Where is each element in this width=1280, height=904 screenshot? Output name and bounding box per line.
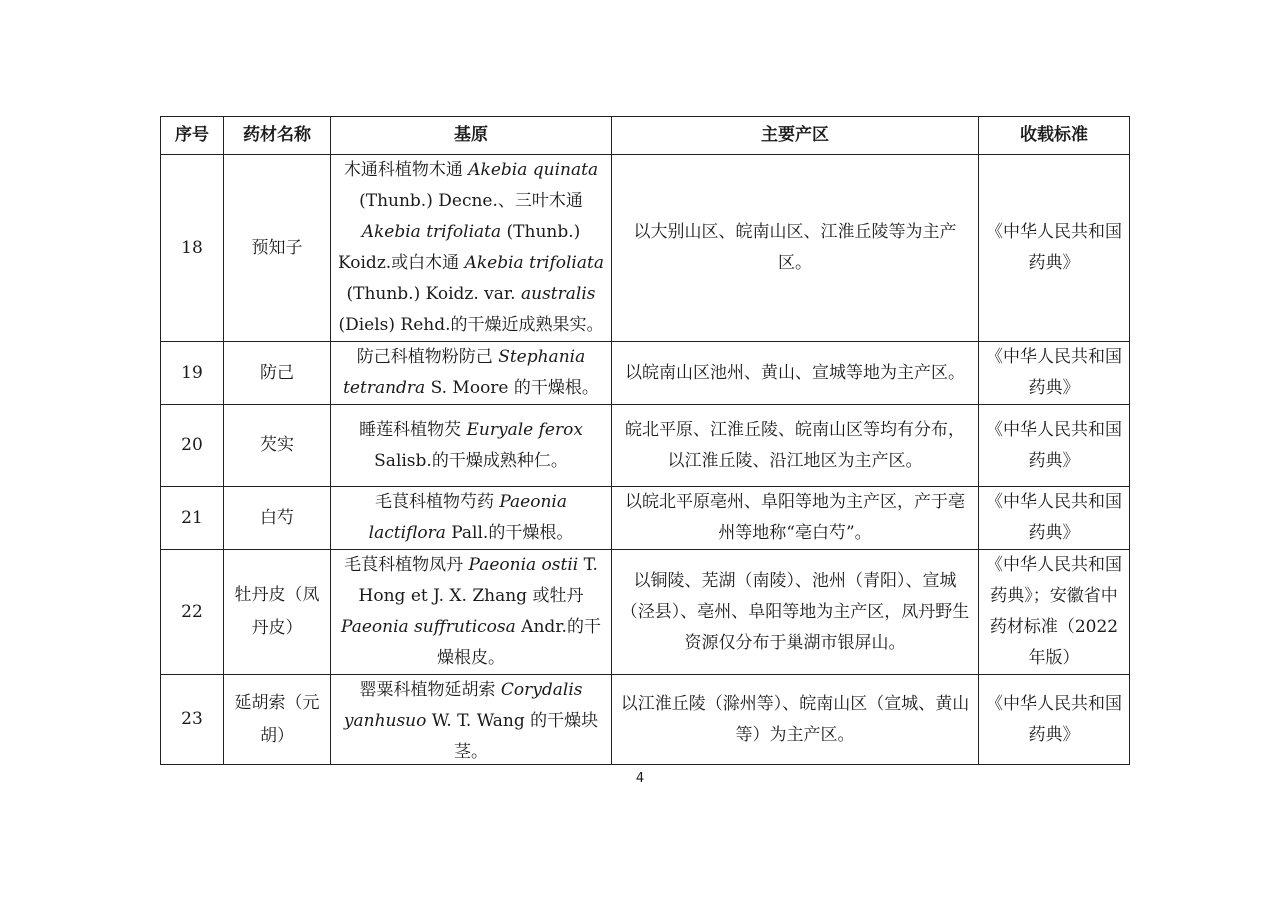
origin-text: T. Hong et J. X. Zhang 或牡丹: [358, 555, 598, 606]
origin-text: (Diels) Rehd.的干燥近成熟果实。: [338, 315, 604, 335]
production-area: 以皖北平原亳州、阜阳等地为主产区，产于亳州等地称“亳白芍”。: [612, 487, 979, 550]
table-row: [161, 550, 1130, 675]
latin-name: Stephania tetrandra: [343, 347, 586, 398]
herb-name: 防己: [224, 342, 331, 405]
origin-text: (Thunb.) Koidz. var.: [346, 284, 521, 304]
header-cell: 序号: [161, 117, 224, 155]
standard-cell: 《中华人民共和国药典》；安徽省中药材标准（2022 年版）: [979, 550, 1130, 675]
origin-text: Salisb.的干燥成熟种仁。: [374, 450, 568, 471]
production-area: 皖北平原、江淮丘陵、皖南山区等均有分布，以江淮丘陵、沿江地区为主产区。: [612, 405, 979, 487]
origin-text: 毛茛科植物凤丹: [344, 555, 469, 575]
origin-cell: [331, 155, 612, 342]
page-number: 4: [635, 771, 645, 786]
origin-cell: [331, 342, 612, 405]
table-row: [161, 342, 1130, 405]
herb-name: 白芍: [224, 487, 331, 550]
latin-name: Akebia trifoliata: [464, 253, 604, 273]
latin-name: australis: [521, 284, 596, 304]
origin-text: Pall.的干燥根。: [445, 523, 574, 543]
standard-cell: 《中华人民共和国药典》: [979, 405, 1130, 487]
herb-name: 牡丹皮（凤丹皮）: [224, 550, 331, 675]
header-cell: 基原: [331, 117, 612, 155]
row-number: 18: [161, 155, 224, 342]
table-row: [161, 155, 1130, 342]
origin-text: W. T. Wang 的干燥块茎。: [426, 711, 599, 762]
latin-name: Corydalis yanhusuo: [343, 680, 583, 731]
latin-name: Akebia quinata: [468, 160, 599, 180]
row-number: 19: [161, 342, 224, 405]
origin-text: S. Moore 的干燥根。: [425, 378, 599, 398]
header-row: [161, 117, 1130, 155]
table-row: [161, 675, 1130, 765]
herb-table: [160, 116, 1130, 765]
production-area: 以皖南山区池州、黄山、宣城等地为主产区。: [612, 342, 979, 405]
row-number: 22: [161, 550, 224, 675]
production-area: 以铜陵、芜湖（南陵）、池州（青阳）、宣城（泾县）、亳州、阜阳等地为主产区，凤丹野生资源仅分布于巢湖市银屏山。: [612, 550, 979, 675]
production-area: 以江淮丘陵（滁州等）、皖南山区（宣城、黄山等）为主产区。: [612, 675, 979, 765]
latin-name: Euryale ferox: [466, 419, 583, 440]
origin-text: 罂粟科植物延胡索: [359, 680, 501, 700]
origin-cell: [331, 405, 612, 487]
row-number: 21: [161, 487, 224, 550]
origin-text: 睡莲科植物芡: [359, 419, 467, 440]
table-row: [161, 487, 1130, 550]
origin-text: (Thunb.) Koidz.或白木通: [338, 222, 581, 273]
latin-name: Akebia trifoliata: [361, 222, 502, 242]
origin-text: (Thunb.) Decne.、三叶木通: [359, 191, 583, 211]
latin-name: Paeonia ostii: [468, 555, 579, 575]
origin-text: 毛茛科植物芍药: [374, 492, 500, 512]
row-number: 23: [161, 675, 224, 765]
origin-cell: [331, 675, 612, 765]
header-cell: 药材名称: [224, 117, 331, 155]
origin-cell: [331, 550, 612, 675]
standard-cell: 《中华人民共和国药典》: [979, 487, 1130, 550]
origin-text: 防己科植物粉防己: [356, 347, 499, 367]
header-cell: 主要产区: [612, 117, 979, 155]
header-cell: 收载标准: [979, 117, 1130, 155]
herb-name: 延胡索（元胡）: [224, 675, 331, 765]
table-row: [161, 405, 1130, 487]
standard-cell: 《中华人民共和国药典》: [979, 342, 1130, 405]
latin-name: Paeonia lactiflora: [368, 492, 568, 543]
production-area: 以大别山区、皖南山区、江淮丘陵等为主产区。: [612, 155, 979, 342]
latin-name: Paeonia suffruticosa: [341, 617, 516, 637]
standard-cell: 《中华人民共和国药典》: [979, 155, 1130, 342]
row-number: 20: [161, 405, 224, 487]
origin-clip: [337, 675, 605, 764]
herb-name: 预知子: [224, 155, 331, 342]
origin-cell: [331, 487, 612, 550]
origin-text: Andr.的干燥根皮。: [437, 617, 601, 668]
origin-text: 木通科植物木通: [343, 160, 469, 180]
herb-name: 芡实: [224, 405, 331, 487]
standard-cell: 《中华人民共和国药典》: [979, 675, 1130, 765]
